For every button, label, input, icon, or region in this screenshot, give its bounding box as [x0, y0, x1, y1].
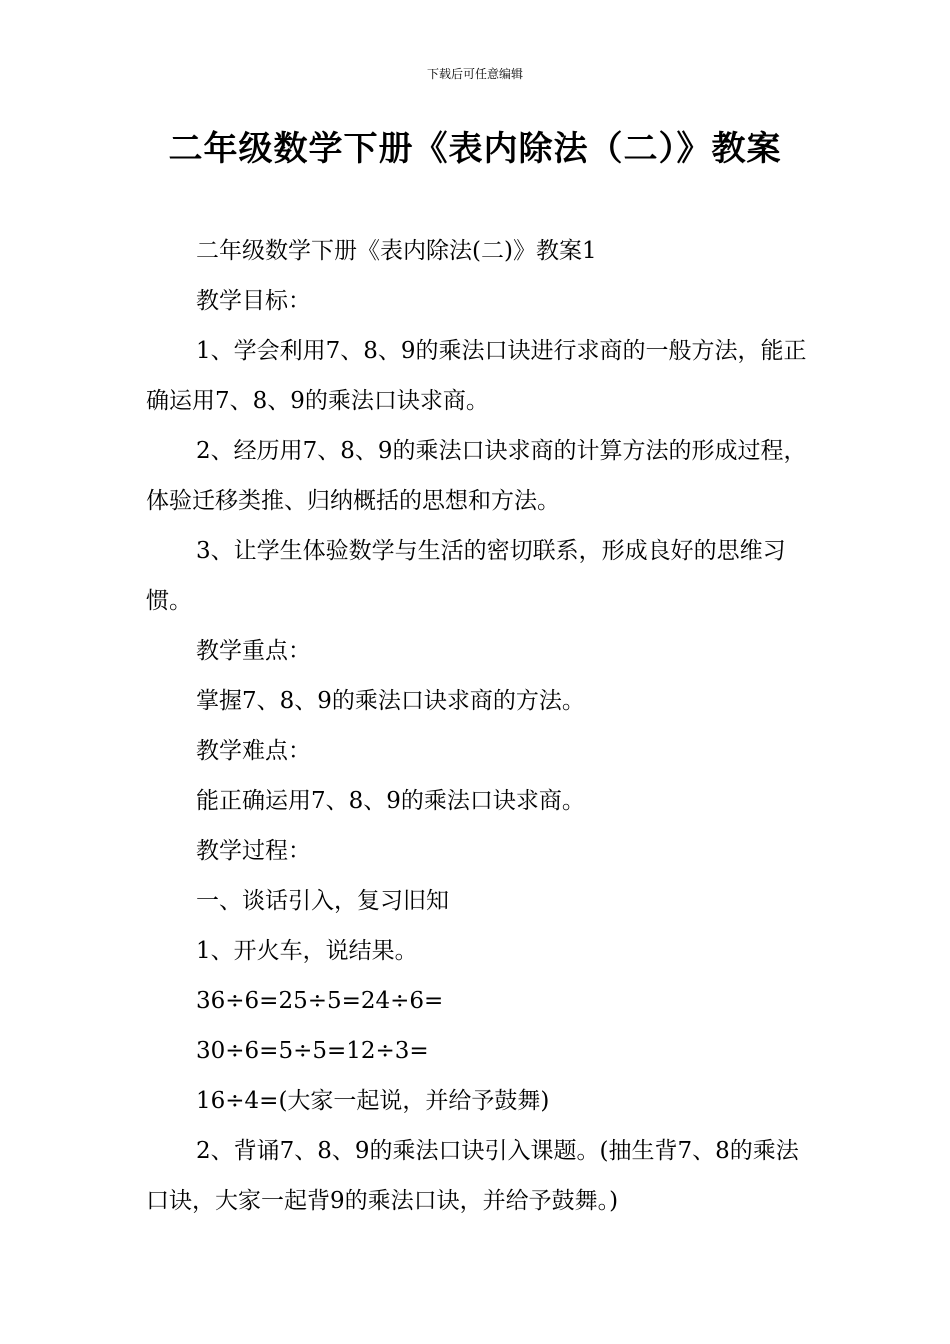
- paragraph-exercise-row-1: 36÷6=25÷5=24÷6=: [196, 988, 444, 1014]
- paragraph-objective-3: 3、让学生体验数学与生活的密切联系，形成良好的思维习惯。: [146, 538, 786, 614]
- paragraph-section-1: 一、谈话引入，复习旧知: [196, 888, 449, 914]
- paragraph-heading-difficulty: 教学难点：: [196, 738, 311, 764]
- paragraph-step-2: 2、背诵7、8、9的乘法口诀引入课题。(抽生背7、8的乘法口诀，大家一起背9的乘法口诀，并给予鼓舞。): [146, 1138, 799, 1214]
- paragraph-key-point: 掌握7、8、9的乘法口诀求商的方法。: [196, 688, 585, 714]
- document-title: 二年级数学下册《表内除法（二）》教案: [168, 129, 782, 169]
- paragraph-subtitle: 二年级数学下册《表内除法(二)》教案1: [196, 238, 597, 264]
- paragraph-difficulty: 能正确运用7、8、9的乘法口诀求商。: [196, 788, 585, 814]
- paragraph-exercise-row-3: 16÷4=(大家一起说，并给予鼓舞): [196, 1088, 550, 1114]
- paragraph-heading-objectives: 教学目标：: [196, 288, 311, 314]
- paragraph-heading-key-points: 教学重点：: [196, 638, 311, 664]
- header-note: 下载后可任意编辑: [426, 67, 523, 81]
- paragraph-exercise-row-2: 30÷6=5÷5=12÷3=: [196, 1038, 429, 1064]
- paragraph-heading-process: 教学过程：: [196, 838, 311, 864]
- paragraph-objective-1: 1、学会利用7、8、9的乘法口诀进行求商的一般方法，能正确运用7、8、9的乘法口诀求商。: [146, 338, 807, 414]
- paragraph-step-1: 1、开火车，说结果。: [196, 938, 418, 964]
- paragraph-objective-2: 2、经历用7、8、9的乘法口诀求商的计算方法的形成过程，体验迁移类推、归纳概括的思想和方法。: [146, 438, 807, 514]
- document-body: [146, 226, 810, 1226]
